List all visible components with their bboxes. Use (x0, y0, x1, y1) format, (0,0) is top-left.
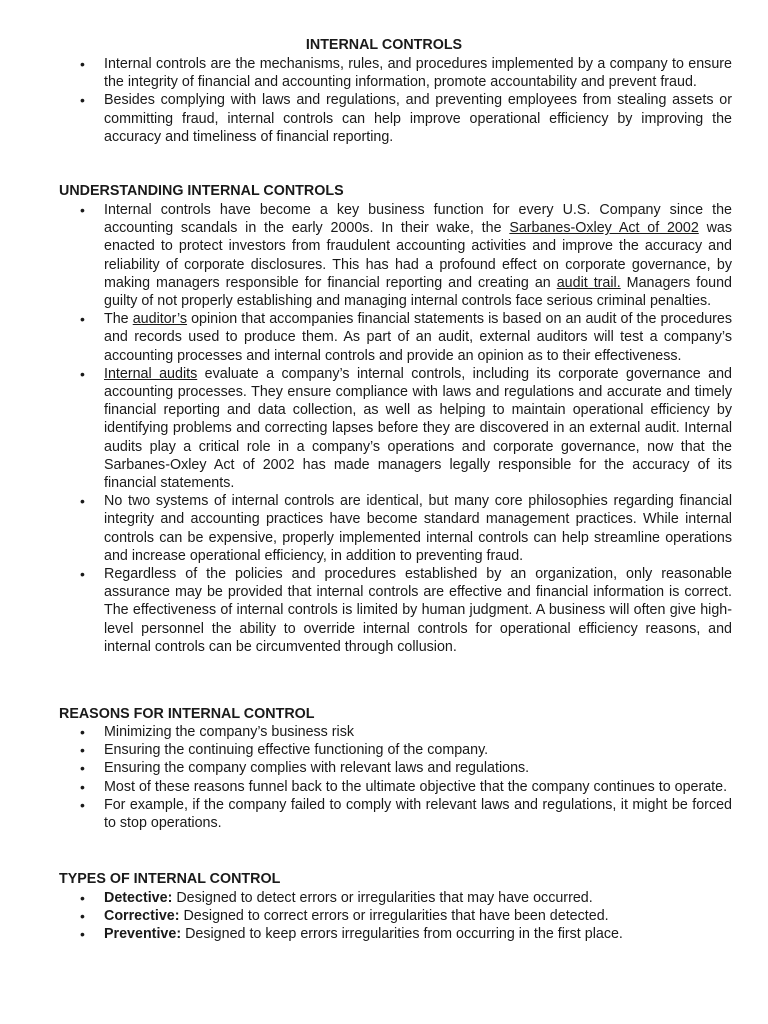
text-run: Internal controls have become a key business function for every U.S. Company since the accounting scandals in the early 2000s. In their wake, the (104, 202, 732, 237)
reason-1: Minimizing the company’s business risk (104, 724, 355, 740)
internal-audits-link[interactable]: Internal audits (104, 365, 198, 382)
list-item (104, 907, 732, 925)
list-item (104, 310, 732, 365)
list-item (104, 741, 732, 759)
type-label-detective: Detective: (104, 890, 173, 906)
reason-2: Ensuring the continuing effective functioning of the company. (104, 742, 489, 759)
list-item (104, 889, 732, 907)
text-run: The (104, 311, 133, 328)
text-run: evaluate a company’s internal controls, including its corporate governance and accounting processes. They ensure compliance with laws and regulations and accurate and timely financial reporting and data collection, as well as helping to maintain operational efficiency by identifying problems and correcting lapses before they are discovered in an external audit. Internal audits play a critical role in a company’s operations and corporate governance, now that the Sarbanes-Oxley Act of 2002 has made managers legally responsible for the accuracy of its financial statements. (104, 365, 732, 492)
intro-list (0, 55, 768, 146)
list-item (104, 565, 732, 656)
reason-3: Ensuring the company complies with relevant laws and regulations. (104, 760, 530, 777)
text-run: Managers found guilty of not properly establishing and managing internal controls face serious criminal penalties. (104, 274, 732, 310)
text-run: opinion that accompanies financial statements is based on an audit of the procedures and records used to produce them. As part of an audit, external auditors will test a company’s accounting processes and internal controls and provide an opinion as to their effectiveness. (104, 311, 733, 364)
list-item (104, 201, 732, 310)
reason-4: Most of these reasons funnel back to the ultimate objective that the company continues to operate. (104, 778, 728, 795)
type-description: Designed to correct errors or irregularities that have been detected. (179, 908, 609, 925)
section-heading-understanding: UNDERSTANDING INTERNAL CONTROLS (59, 183, 344, 199)
intro-bullet-2: Besides complying with laws and regulations, and preventing employees from stealing assets or committing fraud, internal controls can help improve operational efficiency by improving the accuracy and timeliness of financial reporting. (104, 92, 732, 145)
list-item (104, 925, 732, 943)
list-item (104, 55, 732, 91)
types-list (0, 889, 768, 944)
list-item (104, 365, 732, 492)
auditors-link[interactable]: auditor’s (132, 311, 188, 328)
list-item (104, 91, 732, 146)
reasons-list (0, 723, 768, 832)
section-heading-reasons: REASONS FOR INTERNAL CONTROL (59, 706, 315, 722)
list-item (104, 796, 732, 832)
type-label-corrective: Corrective: (104, 908, 180, 925)
list-item (104, 723, 732, 741)
type-description: Designed to detect errors or irregularities that may have occurred. (172, 890, 593, 906)
audit-trail-link[interactable]: audit trail. (556, 274, 621, 291)
list-item (104, 778, 732, 796)
type-label-preventive: Preventive: (104, 926, 182, 943)
understanding-bullet-5: Regardless of the policies and procedures established by an organization, only reasonable assurance may be provided that internal controls are effective and financial information is correct. The effectiveness of internal controls is limited by human judgment. A business will often give high-level personnel the ability to override internal controls for operational efficiency reasons, and internal controls can be circumvented through collusion. (104, 566, 732, 655)
understanding-bullet-4: No two systems of internal controls are identical, but many core philosophies regarding financial integrity and accounting practices have become standard management practices. While internal controls can be expensive, properly implemented internal controls can help streamline operations and increase operational efficiency, in addition to preventing fraud. (104, 493, 732, 564)
type-description: Designed to keep errors irregularities from occurring in the first place. (181, 926, 623, 943)
sarbanes-oxley-link[interactable]: Sarbanes-Oxley Act of 2002 (509, 220, 699, 237)
understanding-list (0, 201, 768, 656)
page-title: INTERNAL CONTROLS (305, 37, 463, 53)
text-run: was enacted to protect investors from fraudulent accounting activities and improve the accuracy and reliability of corporate disclosures. This has had a profound effect on corporate governance, by making managers responsible for financial reporting and creating an (104, 220, 732, 291)
reason-5: For example, if the company failed to comply with relevant laws and regulations, it might be forced to stop operations. (104, 796, 732, 832)
intro-bullet-1: Internal controls are the mechanisms, rules, and procedures implemented by a company to ensure the integrity of financial and accounting information, promote accountability and prevent fraud. (104, 56, 732, 91)
list-item (104, 492, 732, 565)
list-item (104, 759, 732, 777)
section-heading-types: TYPES OF INTERNAL CONTROL (59, 871, 281, 887)
